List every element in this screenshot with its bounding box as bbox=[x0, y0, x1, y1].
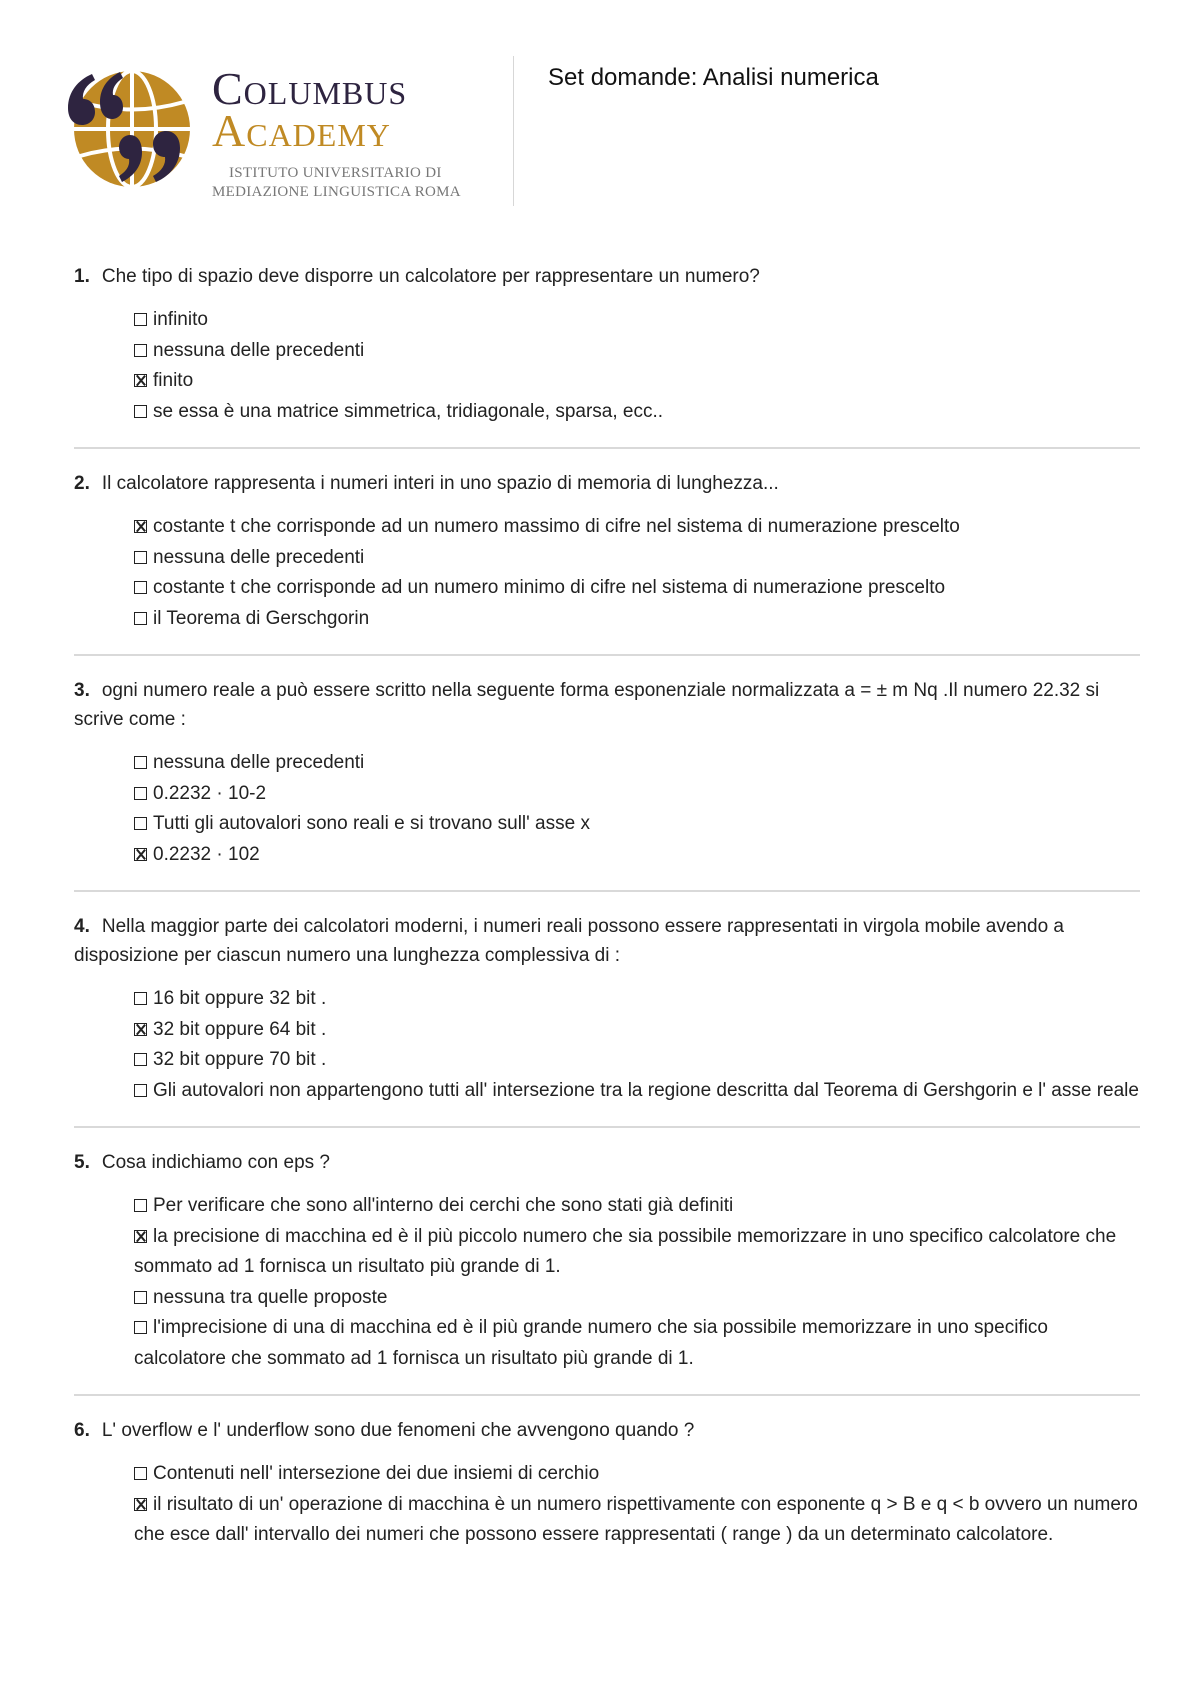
answer-option bbox=[134, 984, 1140, 1015]
question-text-row bbox=[74, 469, 1140, 498]
answer-option-label: costante t che corrisponde ad un numero massimo di cifre nel sistema di numerazione prescelto bbox=[153, 516, 960, 537]
checked-checkbox-icon bbox=[134, 374, 147, 387]
checked-checkbox-icon bbox=[134, 1498, 147, 1511]
answer-option-label: 32 bit oppure 64 bit . bbox=[153, 1018, 327, 1040]
answer-option-label: finito bbox=[153, 370, 194, 391]
brand-block bbox=[212, 63, 461, 202]
answer-option bbox=[134, 305, 1140, 336]
checked-checkbox-icon bbox=[134, 1230, 147, 1243]
answer-option-label: Gli autovalori non appartengono tutti all' intersezione tra la regione descritta dal Teorema di Gershgorin e l' asse reale bbox=[153, 1079, 1139, 1101]
question-number: 1. bbox=[74, 266, 90, 287]
unchecked-checkbox-icon bbox=[134, 1467, 147, 1480]
question-block bbox=[74, 912, 1140, 1128]
unchecked-checkbox-icon bbox=[134, 612, 147, 625]
answer-option-label: 32 bit oppure 70 bit . bbox=[153, 1049, 327, 1070]
unchecked-checkbox-icon bbox=[134, 787, 147, 800]
answer-option bbox=[134, 1015, 1140, 1046]
checked-checkbox-icon bbox=[134, 848, 147, 861]
answer-option bbox=[134, 573, 1140, 604]
answer-option bbox=[134, 604, 1140, 635]
question-text-row bbox=[74, 912, 1140, 970]
answer-option bbox=[134, 336, 1140, 367]
document-title: Set domande: Analisi numerica bbox=[548, 64, 879, 91]
columbus-academy-logo-icon bbox=[62, 62, 196, 196]
answer-option-label: nessuna delle precedenti bbox=[153, 339, 365, 361]
answer-option bbox=[134, 1283, 1140, 1314]
answer-option bbox=[134, 840, 1140, 871]
unchecked-checkbox-icon bbox=[134, 581, 147, 594]
header-divider bbox=[513, 56, 514, 206]
answer-option-label: il Teorema di Gerschgorin bbox=[153, 607, 370, 629]
answer-option-label: 16 bit oppure 32 bit . bbox=[153, 988, 327, 1009]
question-block bbox=[74, 262, 1140, 449]
unchecked-checkbox-icon bbox=[134, 551, 147, 564]
checked-checkbox-icon bbox=[134, 520, 147, 533]
answer-option-label: infinito bbox=[153, 309, 208, 330]
unchecked-checkbox-icon bbox=[134, 1199, 147, 1212]
unchecked-checkbox-icon bbox=[134, 756, 147, 769]
question-block bbox=[74, 469, 1140, 656]
answer-option-label: se essa è una matrice simmetrica, tridiagonale, sparsa, ecc.. bbox=[153, 400, 664, 422]
answer-option bbox=[134, 366, 1140, 397]
answer-option bbox=[134, 809, 1140, 840]
question-text-row bbox=[74, 262, 1140, 291]
question-number: 5. bbox=[74, 1152, 90, 1173]
answer-option-label: Tutti gli autovalori sono reali e si trovano sull' asse x bbox=[153, 813, 590, 834]
unchecked-checkbox-icon bbox=[134, 1084, 147, 1097]
answer-options bbox=[134, 1191, 1140, 1374]
question-text: L' overflow e l' underflow sono due fenomeni che avvengono quando ? bbox=[101, 1420, 695, 1441]
answer-option bbox=[134, 1459, 1140, 1490]
answer-option-label: la precisione di macchina ed è il più piccolo numero che sia possibile memorizzare in uno specifico calcolatore che sommato ad 1 fornisca un risultato più grande di 1. bbox=[134, 1225, 1117, 1277]
answer-option-label: nessuna tra quelle proposte bbox=[153, 1286, 388, 1308]
question-block bbox=[74, 1416, 1140, 1571]
answer-options bbox=[134, 984, 1140, 1106]
answer-option bbox=[134, 512, 1140, 543]
question-block bbox=[74, 1148, 1140, 1396]
answer-option bbox=[134, 543, 1140, 574]
answer-options bbox=[134, 1459, 1140, 1551]
unchecked-checkbox-icon bbox=[134, 1291, 147, 1304]
brand-name-line2: Academy bbox=[212, 105, 391, 156]
unchecked-checkbox-icon bbox=[134, 344, 147, 357]
answer-options bbox=[134, 512, 1140, 634]
question-text-row bbox=[74, 676, 1140, 734]
answer-option bbox=[134, 1076, 1140, 1107]
checked-checkbox-icon bbox=[134, 1023, 147, 1036]
answer-option-label: Contenuti nell' intersezione dei due insiemi di cerchio bbox=[153, 1463, 600, 1484]
brand-subtitle-line2: MEDIAZIONE LINGUISTICA ROMA bbox=[212, 184, 461, 200]
answer-option bbox=[134, 1045, 1140, 1076]
unchecked-checkbox-icon bbox=[134, 1321, 147, 1334]
answer-option bbox=[134, 1490, 1140, 1551]
question-number: 2. bbox=[74, 473, 90, 494]
answer-options bbox=[134, 305, 1140, 427]
answer-option bbox=[134, 1313, 1140, 1374]
unchecked-checkbox-icon bbox=[134, 405, 147, 418]
answer-option bbox=[134, 397, 1140, 428]
question-text: Cosa indichiamo con eps ? bbox=[101, 1152, 330, 1173]
question-text: Che tipo di spazio deve disporre un calcolatore per rappresentare un numero? bbox=[101, 266, 760, 287]
answer-option-label: Per verificare che sono all'interno dei cerchi che sono stati già definiti bbox=[153, 1195, 734, 1216]
question-number: 6. bbox=[74, 1420, 90, 1441]
brand-subtitle-line1: ISTITUTO UNIVERSITARIO DI bbox=[229, 165, 442, 181]
answer-option-label: 0.2232 · 10-2 bbox=[153, 782, 267, 804]
brand-name-line1: Columbus bbox=[212, 63, 408, 114]
page-header bbox=[62, 52, 1140, 212]
answer-option-label: l'imprecisione di una di macchina ed è il più grande numero che sia possibile memorizzare in uno specifico calcolatore che sommato ad 1 fornisca un risultato più grande di 1. bbox=[134, 1317, 1048, 1369]
unchecked-checkbox-icon bbox=[134, 313, 147, 326]
answer-option-label: il risultato di un' operazione di macchina è un numero rispettivamente con esponente q > B e q < b ovvero un numero che esce dall' intervallo dei numeri che possono essere rappresentati ( range ) da un determinato calcolatore. bbox=[134, 1493, 1138, 1545]
brand-subtitle bbox=[212, 164, 461, 202]
answer-option bbox=[134, 1191, 1140, 1222]
unchecked-checkbox-icon bbox=[134, 1053, 147, 1066]
question-number: 3. bbox=[74, 680, 90, 701]
question-text-row bbox=[74, 1416, 1140, 1445]
question-number: 4. bbox=[74, 916, 90, 937]
question-block bbox=[74, 676, 1140, 892]
answer-option-label: 0.2232 · 102 bbox=[153, 843, 260, 865]
question-text: Il calcolatore rappresenta i numeri interi in uno spazio di memoria di lunghezza... bbox=[101, 473, 779, 494]
answer-option-label: costante t che corrisponde ad un numero minimo di cifre nel sistema di numerazione prescelto bbox=[153, 577, 946, 598]
question-text: ogni numero reale a può essere scritto nella seguente forma esponenziale normalizzata a = ± m Nq .Il numero 22.32 si scrive come : bbox=[74, 680, 1100, 730]
unchecked-checkbox-icon bbox=[134, 992, 147, 1005]
answer-option-label: nessuna delle precedenti bbox=[153, 752, 365, 773]
question-text-row bbox=[74, 1148, 1140, 1177]
answer-option bbox=[134, 1222, 1140, 1283]
answer-option bbox=[134, 779, 1140, 810]
question-text: Nella maggior parte dei calcolatori moderni, i numeri reali possono essere rappresentati in virgola mobile avendo a disposizione per ciascun numero una lunghezza complessiva di : bbox=[74, 916, 1064, 966]
answer-option-label: nessuna delle precedenti bbox=[153, 546, 365, 568]
unchecked-checkbox-icon bbox=[134, 817, 147, 830]
answer-options bbox=[134, 748, 1140, 870]
answer-option bbox=[134, 748, 1140, 779]
question-list bbox=[74, 262, 1140, 1591]
